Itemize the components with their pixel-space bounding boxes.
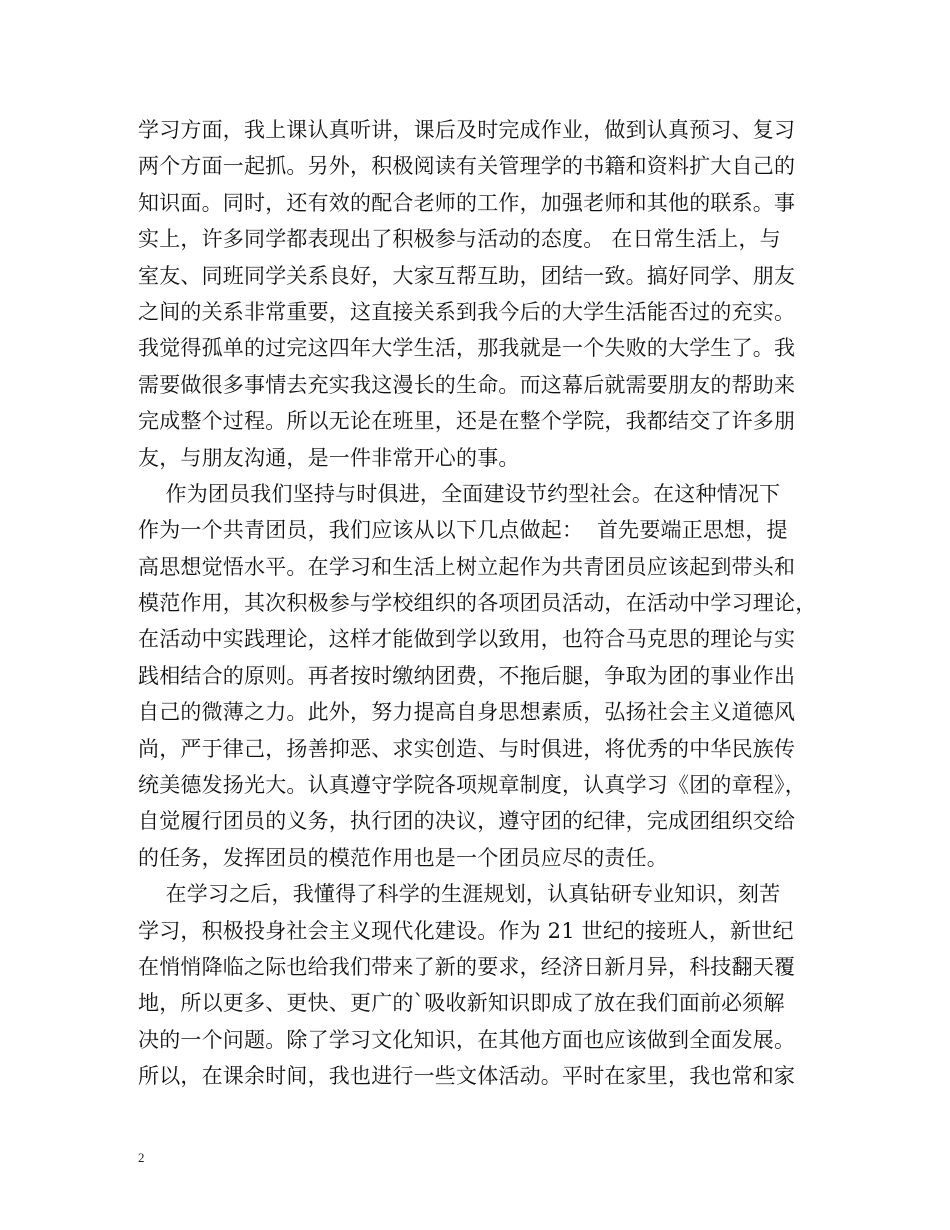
text-line: 完成整个过程。所以无论在班里，还是在整个学院，我都结交了许多朋	[138, 409, 796, 434]
text-line: 我觉得孤单的过完这四年大学生活，那我就是一个失败的大学生了。我	[138, 336, 796, 361]
text-line: 之间的关系非常重要，这直接关系到我今后的大学生活能否过的充实。	[138, 299, 796, 324]
text-line: 决的一个问题。除了学习文化知识，在其他方面也应该做到全面发展。	[138, 1027, 796, 1052]
text-line: 模范作用，其次积极参与学校组织的各项团员活动，在活动中学习理论，	[138, 591, 817, 616]
text-line: 知识面。同时，还有效的配合老师的工作，加强老师和其他的联系。事	[138, 190, 796, 215]
document-body	[138, 112, 818, 1095]
text-line: 需要做很多事情去充实我这漫长的生命。而这幕后就需要朋友的帮助来	[138, 372, 796, 397]
paragraph-1	[138, 112, 818, 476]
text-line: 在学习之后，我懂得了科学的生涯规划，认真钻研专业知识，刻苦	[138, 882, 781, 907]
paragraph-3	[138, 876, 818, 1094]
text-line: 室友、同班同学关系良好，大家互帮互助，团结一致。搞好同学、朋友	[138, 263, 796, 288]
text-line: 友，与朋友沟通，是一件非常开心的事。	[138, 445, 520, 470]
text-line: 统美德发扬光大。认真遵守学院各项规章制度，认真学习《团的章程》，	[138, 773, 806, 798]
text-line: 学习方面，我上课认真听讲，课后及时完成作业，做到认真预习、复习	[138, 118, 796, 142]
text-line: 自觉履行团员的义务，执行团的决议，遵守团的纪律，完成团组织交给	[138, 809, 796, 834]
text-line: 自己的微薄之力。此外，努力提高自身思想素质，弘扬社会主义道德风	[138, 700, 796, 725]
text-line: 在悄悄降临之际也给我们带来了新的要求，经济日新月异，科技翻天覆	[138, 954, 796, 979]
text-line: 尚，严于律己，扬善抑恶、求实创造、与时俱进，将优秀的中华民族传	[138, 736, 796, 761]
text-line: 在活动中实践理论，这样才能做到学以致用，也符合马克思的理论与实	[138, 627, 796, 652]
text-line: 地，所以更多、更快、更广的`吸收新知识即成了放在我们面前必须解	[138, 991, 785, 1016]
text-line: 学习，积极投身社会主义现代化建设。作为 21 世纪的接班人，新世纪	[138, 918, 794, 943]
text-line: 践相结合的原则。再者按时缴纳团费，不拖后腿，争取为团的事业作出	[138, 663, 796, 688]
text-line: 两个方面一起抓。另外，积极阅读有关管理学的书籍和资料扩大自己的	[138, 154, 796, 179]
text-line: 作为团员我们坚持与时俱进，全面建设节约型社会。在这种情况下	[138, 481, 781, 506]
paragraph-2	[138, 476, 818, 876]
text-line: 作为一个共青团员，我们应该从以下几点做起： 首先要端正思想，提	[138, 518, 788, 543]
page-number: 2	[138, 1150, 145, 1165]
text-line: 实上，许多同学都表现出了积极参与活动的态度。 在日常生活上，与	[138, 227, 781, 252]
text-line: 所以，在课余时间，我也进行一些文体活动。平时在家里，我也常和家	[138, 1064, 796, 1089]
text-line: 高思想觉悟水平。在学习和生活上树立起作为共青团员应该起到带头和	[138, 554, 796, 579]
text-line: 的任务，发挥团员的模范作用也是一个团员应尽的责任。	[138, 845, 668, 870]
